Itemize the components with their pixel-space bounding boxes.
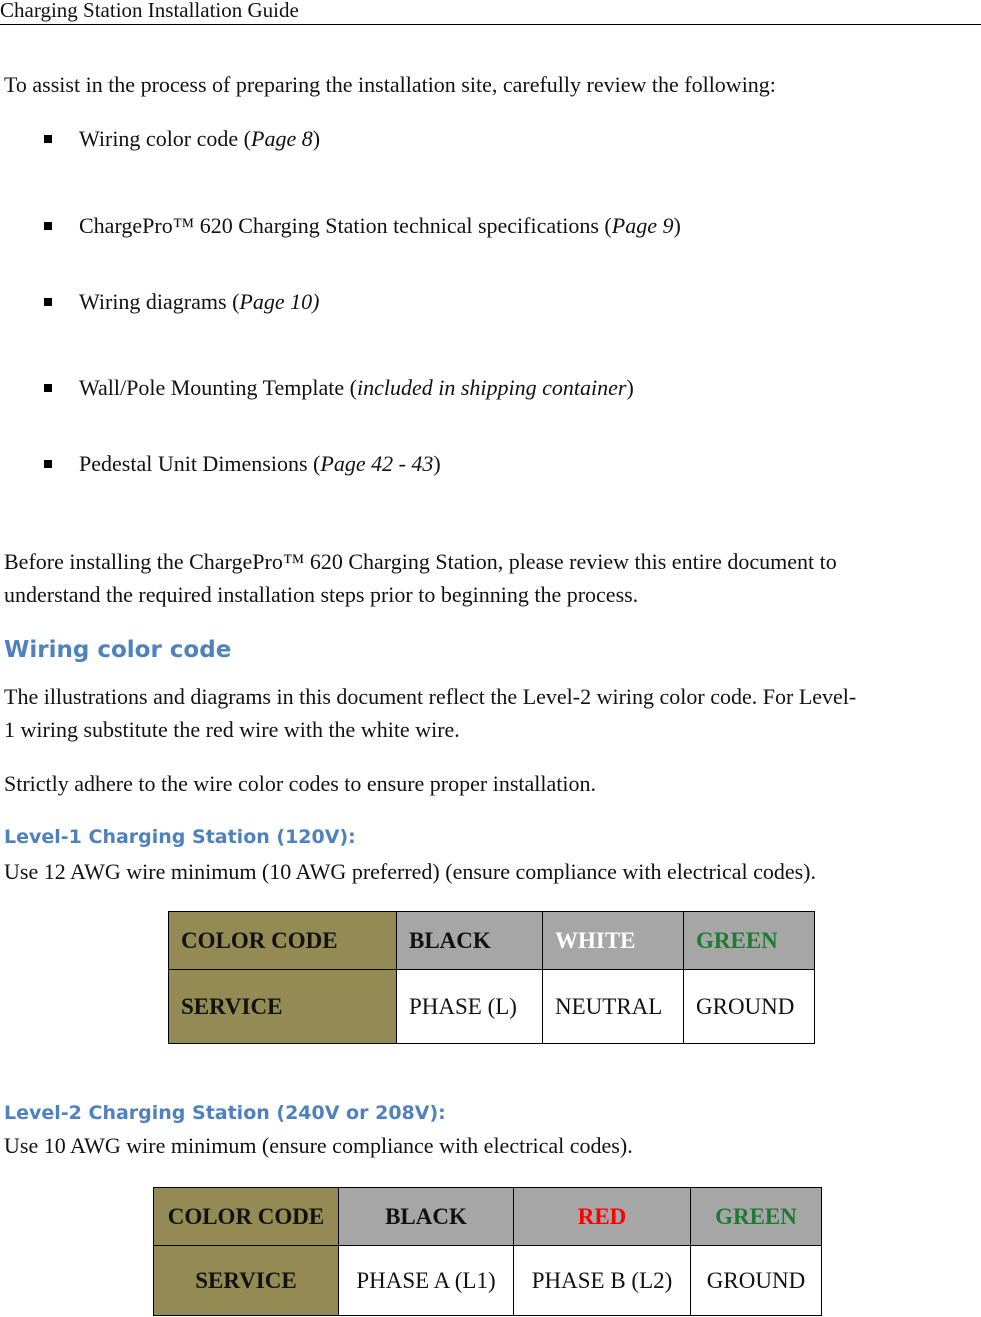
intro-text: To assist in the process of preparing the installation site, carefully review the following: — [4, 72, 776, 97]
wiring-heading: Wiring color code — [4, 637, 232, 663]
level1-note: Use 12 AWG wire minimum (10 AWG preferred) (ensure compliance with electrical codes). — [4, 859, 817, 884]
table-row — [154, 1246, 822, 1316]
list-item-end: ) — [312, 126, 321, 151]
bullet-square-icon — [44, 222, 52, 230]
list-item-end: ) — [673, 213, 681, 238]
table-cell: PHASE B (L2) — [514, 1246, 691, 1316]
bullet-square-icon — [44, 384, 52, 392]
before-line-2: understand the required installation steps prior to beginning the process. — [4, 582, 639, 607]
list-item-text: Wiring diagrams ( — [79, 289, 240, 314]
table-cell: GREEN — [684, 912, 815, 970]
level1-color-table — [168, 911, 815, 1044]
list-item-end: ) — [626, 375, 634, 400]
table-cell: PHASE A (L1) — [339, 1246, 514, 1316]
list-item-text: Wall/Pole Mounting Template ( — [79, 375, 357, 400]
page-reference: Page 10) — [239, 289, 320, 314]
table-cell: WHITE — [543, 912, 684, 970]
level2-note: Use 10 AWG wire minimum (ensure compliance with electrical codes). — [4, 1133, 633, 1158]
level2-heading: Level-2 Charging Station (240V or 208V): — [4, 1102, 446, 1124]
level2-color-table — [153, 1187, 822, 1316]
table-cell: COLOR CODE — [169, 912, 397, 970]
list-item-end: ) — [433, 451, 441, 476]
before-line-1: Before installing the ChargePro™ 620 Charging Station, please review this entire document to — [4, 549, 837, 574]
page-reference: Page 8 — [251, 126, 313, 151]
table-cell: SERVICE — [169, 970, 397, 1044]
table-cell: GROUND — [691, 1246, 822, 1316]
header-title: Charging Station Installation Guide — [0, 0, 299, 22]
table-row — [169, 970, 815, 1044]
table-row — [169, 912, 815, 970]
wiring-line-2: 1 wiring substitute the red wire with the white wire. — [4, 717, 460, 742]
table-row — [154, 1188, 822, 1246]
table-cell: GROUND — [684, 970, 815, 1044]
page-header — [0, 0, 981, 25]
table-cell: BLACK — [397, 912, 543, 970]
table-cell: NEUTRAL — [543, 970, 684, 1044]
list-item-text: Pedestal Unit Dimensions ( — [79, 451, 321, 476]
page-reference: Page 42 - 43 — [320, 451, 434, 476]
wiring-line-1: The illustrations and diagrams in this document reflect the Level-2 wiring color code. For Level- — [4, 684, 857, 709]
list-item-text: ChargePro™ 620 Charging Station technical specifications ( — [79, 213, 612, 238]
list-item-text: Wiring color code ( — [79, 126, 251, 151]
page-reference: included in shipping container — [356, 375, 627, 400]
table-cell: SERVICE — [154, 1246, 339, 1316]
bullet-square-icon — [44, 135, 52, 143]
level1-heading: Level-1 Charging Station (120V): — [4, 826, 356, 848]
page-reference: Page 9 — [611, 213, 674, 238]
table-cell: RED — [514, 1188, 691, 1246]
table-cell: PHASE (L) — [397, 970, 543, 1044]
table-cell: BLACK — [339, 1188, 514, 1246]
table-cell: COLOR CODE — [154, 1188, 339, 1246]
bullet-square-icon — [44, 460, 52, 468]
adhere-text: Strictly adhere to the wire color codes to ensure proper installation. — [4, 771, 596, 796]
table-cell: GREEN — [691, 1188, 822, 1246]
bullet-square-icon — [44, 298, 52, 306]
